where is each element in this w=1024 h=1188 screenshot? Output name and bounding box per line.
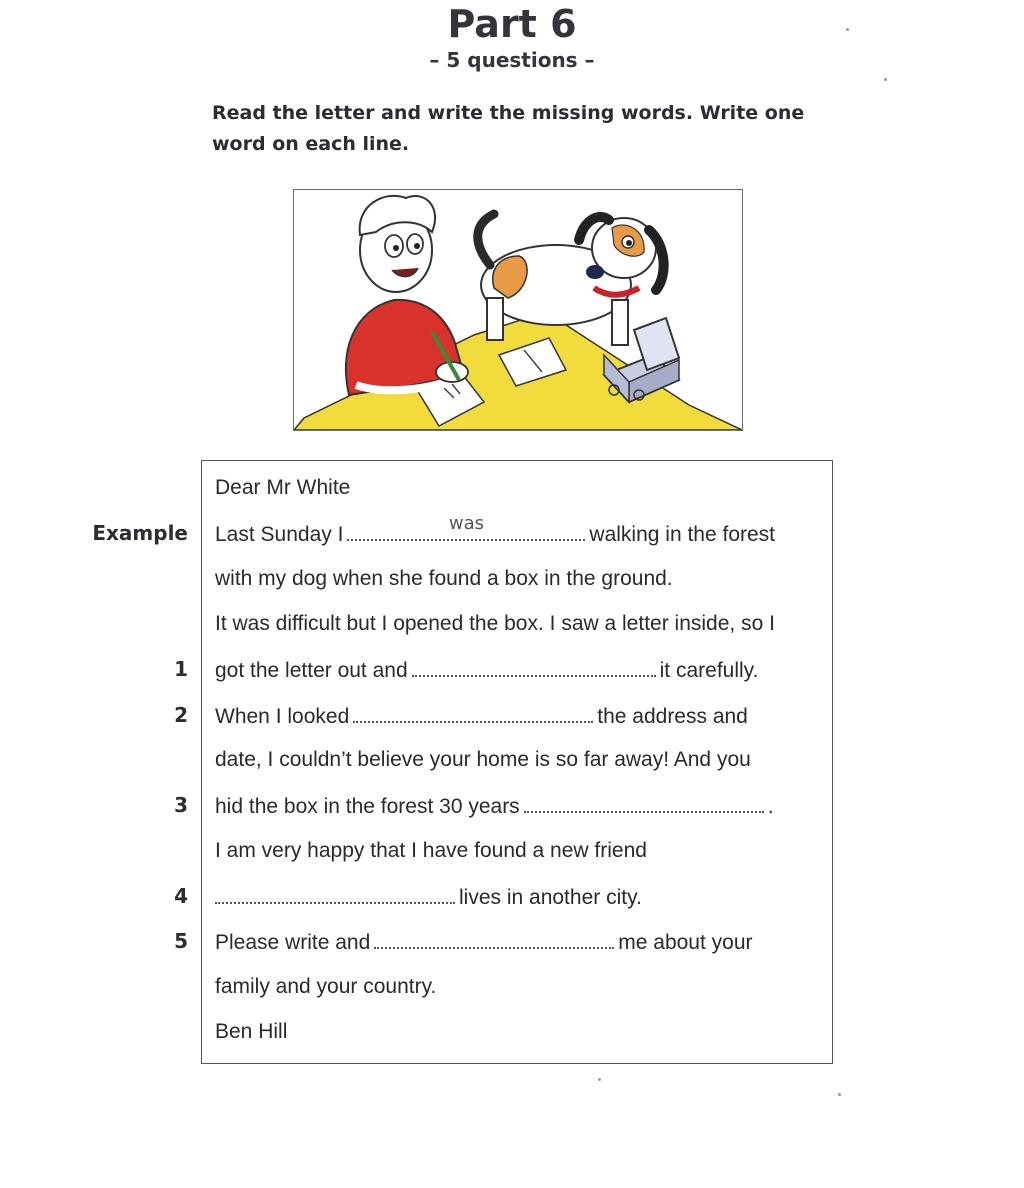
scan-speck [598, 1078, 601, 1081]
page-title: Part 6 [447, 2, 577, 46]
letter-line-text: It was difficult but I opened the box. I saw a letter inside, so I [215, 612, 775, 635]
question-text-before: Please write and [215, 931, 371, 954]
letter-line-text: family and your country. [215, 975, 437, 998]
question-number: 5 [174, 929, 188, 953]
question-text-before: hid the box in the forest 30 years [215, 795, 520, 818]
question-2-line [0, 703, 1024, 747]
example-label: Example [92, 521, 188, 545]
question-text-before: When I looked [215, 705, 350, 728]
letter-line [0, 975, 1024, 1019]
instructions-text: Read the letter and write the missing words. Write one word on each line. [212, 102, 805, 155]
letter-line [0, 612, 1024, 656]
example-text-after: walking in the forest [589, 523, 776, 546]
question-5-blank[interactable] [374, 929, 614, 949]
question-4-blank[interactable] [215, 884, 455, 904]
boy-and-dog-with-box-illustration [293, 189, 743, 431]
question-text-after: lives in another city. [459, 886, 642, 909]
letter-greeting: Dear Mr White [215, 476, 351, 499]
question-number: 4 [174, 884, 188, 908]
letter-signature: Ben Hill [215, 1020, 288, 1043]
example-answer: was [448, 513, 484, 534]
example-text-before: Last Sunday I [215, 523, 344, 546]
scan-speck [838, 1093, 841, 1096]
letter-line [0, 839, 1024, 883]
page-subtitle: – 5 questions – [429, 48, 595, 72]
letter-line-text: with my dog when she found a box in the ground. [215, 567, 673, 590]
question-3-blank[interactable] [524, 793, 764, 813]
question-3-line [0, 793, 1024, 837]
question-1-blank[interactable] [412, 657, 656, 677]
question-5-line [0, 929, 1024, 973]
question-2-blank[interactable] [353, 703, 593, 723]
question-text-after: me about your [618, 931, 753, 954]
question-number: 2 [174, 703, 188, 727]
question-text-after: . [767, 795, 774, 818]
scan-speck [884, 78, 887, 81]
question-text-before: got the letter out and [215, 659, 408, 682]
question-text-after: the address and [597, 705, 748, 728]
example-line [0, 513, 1024, 565]
letter-line-text: date, I couldn’t believe your home is so far away! And you [215, 748, 751, 771]
letter-line-text: I am very happy that I have found a new friend [215, 839, 647, 862]
question-text-after: it carefully. [659, 659, 759, 682]
question-4-line [0, 884, 1024, 928]
question-1-line [0, 657, 1024, 701]
letter-signature-line [0, 1020, 1024, 1064]
letter-line [0, 567, 1024, 611]
example-answer-blank [347, 513, 585, 541]
question-number: 3 [174, 793, 188, 817]
scan-speck [846, 28, 849, 31]
letter-line [0, 748, 1024, 792]
question-number: 1 [174, 657, 188, 681]
